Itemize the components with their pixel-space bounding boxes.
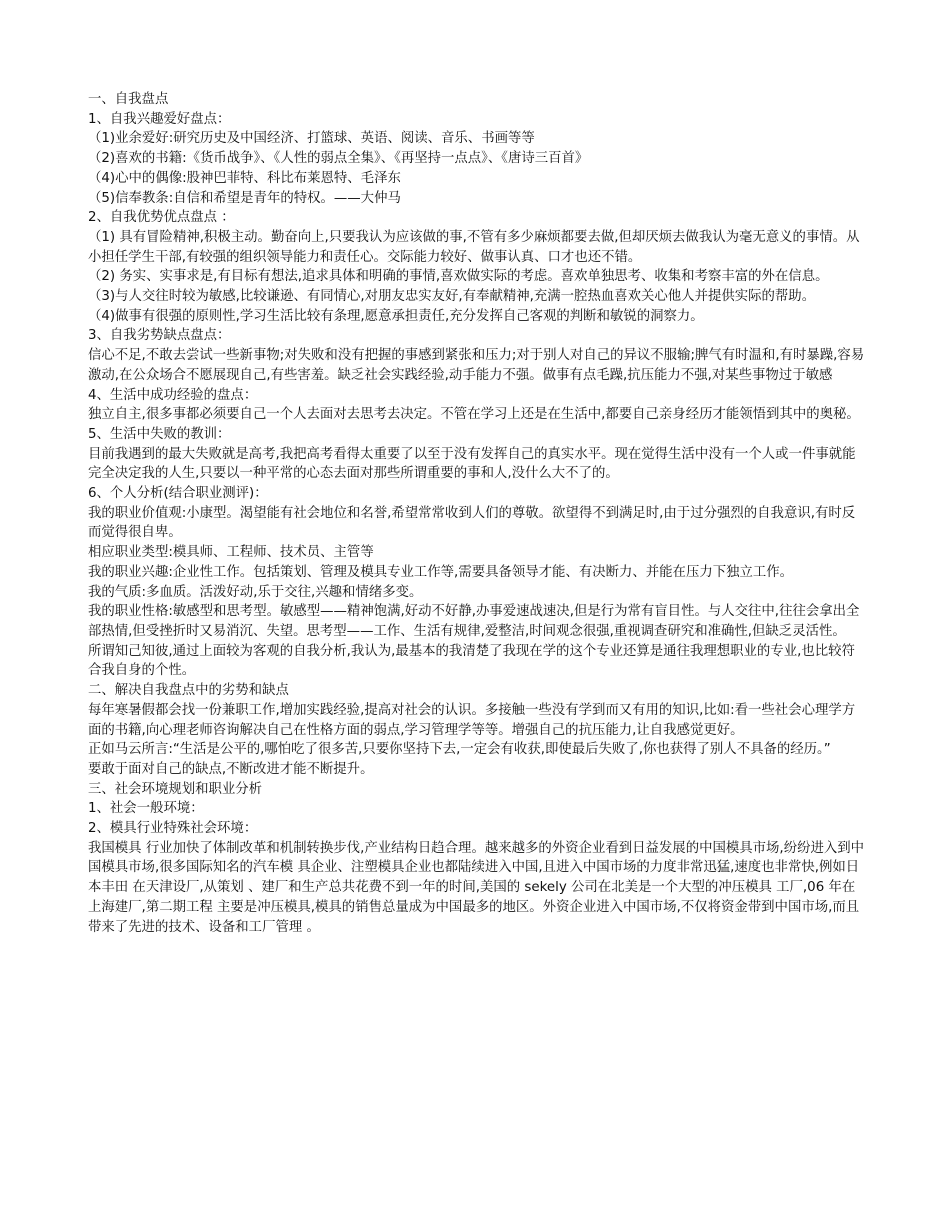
list-item: （2)喜欢的书籍:《货币战争》、《人性的弱点全集》、《再坚持一点点》、《唐诗三百首》	[88, 151, 589, 167]
subsection-heading: 1、社会一般环境：	[88, 801, 204, 817]
section-heading: 三、社会环境规划和职业分析	[88, 781, 263, 797]
paragraph: 所谓知己知彼,通过上面较为客观的自我分析,我认为,最基本的我清楚了我现在学的这个专业还算是通往我理想职业的专业,也比较符合我自身的个性。	[88, 643, 855, 679]
paragraph: 正如马云所言:“生活是公平的,哪怕吃了很多苦,只要你坚持下去,一定会有收获,即使最后失败了,你也获得了别人不具备的经历。”	[88, 742, 831, 758]
paragraph: （3)与人交往时较为敏感,比较谦逊、有同情心,对朋友忠实友好,有奉献精神,充满一腔热血喜欢关心他人并提供实际的帮助。	[88, 289, 816, 305]
paragraph: 我国模具 行业加快了体制改革和机制转换步伐,产业结构日趋合理。越来越多的外资企业看到日益发展的中国模具市场,纷纷进入到中国模具市场,很多国际知名的汽车模 具企业、注塑模具企业也都陆续进入中国,且进入中国市场的力度非常迅猛,速度也非常快,例如日本丰田 在天津设厂,从策划 、建厂和生产总共花费不到一年的时间,美国的 sekely 公司在北美是一个大型的冲压模具 工厂,06 年在上海建厂,第二期工程 主要是冲压模具,模具的销售总量成为中国最多的地区。外资企业进入中国市场,不仅将资金带到中国市场,而且带来了先进的技术、设备和工厂管理 。	[88, 840, 865, 935]
section-heading: 二、解决自我盘点中的劣势和缺点	[88, 683, 289, 699]
section-heading: 一、自我盘点	[88, 92, 169, 107]
subsection-heading: 6、个人分析(结合职业测评)：	[88, 486, 268, 502]
list-item: （1)业余爱好:研究历史及中国经济、打篮球、英语、阅读、音乐、书画等等	[88, 131, 535, 147]
paragraph: 目前我遇到的最大失败就是高考,我把高考看得太重要了以至于没有发挥自己的真实水平。现在觉得生活中没有一个人或一件事就能完全决定我的人生,只要以一种平常的心态去面对那些所谓重要的事和人,没什么大不了的。	[88, 446, 856, 482]
subsection-heading: 3、自我劣势缺点盘点：	[88, 328, 231, 344]
paragraph: 信心不足,不敢去尝试一些新事物;对失败和没有把握的事感到紧张和压力;对于别人对自己的异议不服输;脾气有时温和,有时暴躁,容易激动,在公众场合不愿展现自己,有些害羞。缺乏社会实践经验,动手能力不强。做事有点毛躁,抗压能力不强,对某些事物过于敏感	[88, 348, 865, 383]
paragraph: （4)做事有很强的原则性,学习生活比较有条理,愿意承担责任,充分发挥自己客观的判断和敏锐的洞察力。	[88, 308, 704, 324]
document-body	[88, 90, 866, 937]
paragraph: 我的职业性格:敏感型和思考型。敏感型——精神饱满,好动不好静,办事爱速战速决,但是行为常有盲目性。与人交往中,往往会拿出全部热情,但受挫折时又易消沉、失望。思考型——工作、生活有规律,爱整洁,时间观念很强,重视调查研究和准确性,但缺乏灵活性。	[88, 604, 860, 639]
paragraph: 要敢于面对自己的缺点,不断改进才能不断提升。	[88, 761, 374, 777]
paragraph: 我的气质:多血质。活泼好动,乐于交往,兴趣和情绪多变。	[88, 584, 423, 600]
paragraph: 相应职业类型:模具师、工程师、技术员、主管等	[88, 545, 374, 561]
paragraph: 独立自主,很多事都必须要自己一个人去面对去思考去决定。不管在学习上还是在生活中,都要自己亲身经历才能领悟到其中的奥秘。	[88, 407, 860, 423]
list-item: （4)心中的偶像:股神巴菲特、科比布莱恩特、毛泽东	[88, 170, 401, 186]
subsection-heading: 2、自我优势优点盘点 ：	[88, 210, 235, 226]
subsection-heading: 1、自我兴趣爱好盘点：	[88, 111, 231, 127]
subsection-heading: 4、生活中成功经验的盘点：	[88, 387, 258, 403]
paragraph: （1) 具有冒险精神,积极主动。勤奋向上,只要我认为应该做的事,不管有多少麻烦都要去做,但却厌烦去做我认为毫无意义的事情。从小担任学生干部,有较强的组织领导能力和责任心。交际能力较好、做事认真、口才也还不错。	[88, 229, 860, 265]
paragraph: 我的职业价值观:小康型。渴望能有社会地位和名誉,希望常常收到人们的尊敬。欲望得不到满足时,由于过分强烈的自我意识,有时反而觉得很自卑。	[88, 505, 856, 541]
paragraph: 每年寒暑假都会找一份兼职工作,增加实践经验,提高对社会的认识。多接触一些没有学到而又有用的知识,比如:看一些社会心理学方面的书籍,向心理老师咨询解决自己在性格方面的弱点,学习管理学等等。增强自己的抗压能力,让自我感觉更好。	[88, 702, 856, 738]
paragraph: （2) 务实、实事求是,有目标有想法,追求具体和明确的事情,喜欢做实际的考虑。喜欢单独思考、收集和考察丰富的外在信息。	[88, 269, 829, 285]
subsection-heading: 2、模具行业特殊社会环境：	[88, 821, 258, 837]
subsection-heading: 5、生活中失败的教训：	[88, 426, 231, 442]
list-item: （5)信奉教条:自信和希望是青年的特权。——大仲马	[88, 190, 401, 206]
paragraph: 我的职业兴趣:企业性工作。包括策划、管理及模具专业工作等,需要具备领导才能、有决断力、并能在压力下独立工作。	[88, 564, 794, 580]
